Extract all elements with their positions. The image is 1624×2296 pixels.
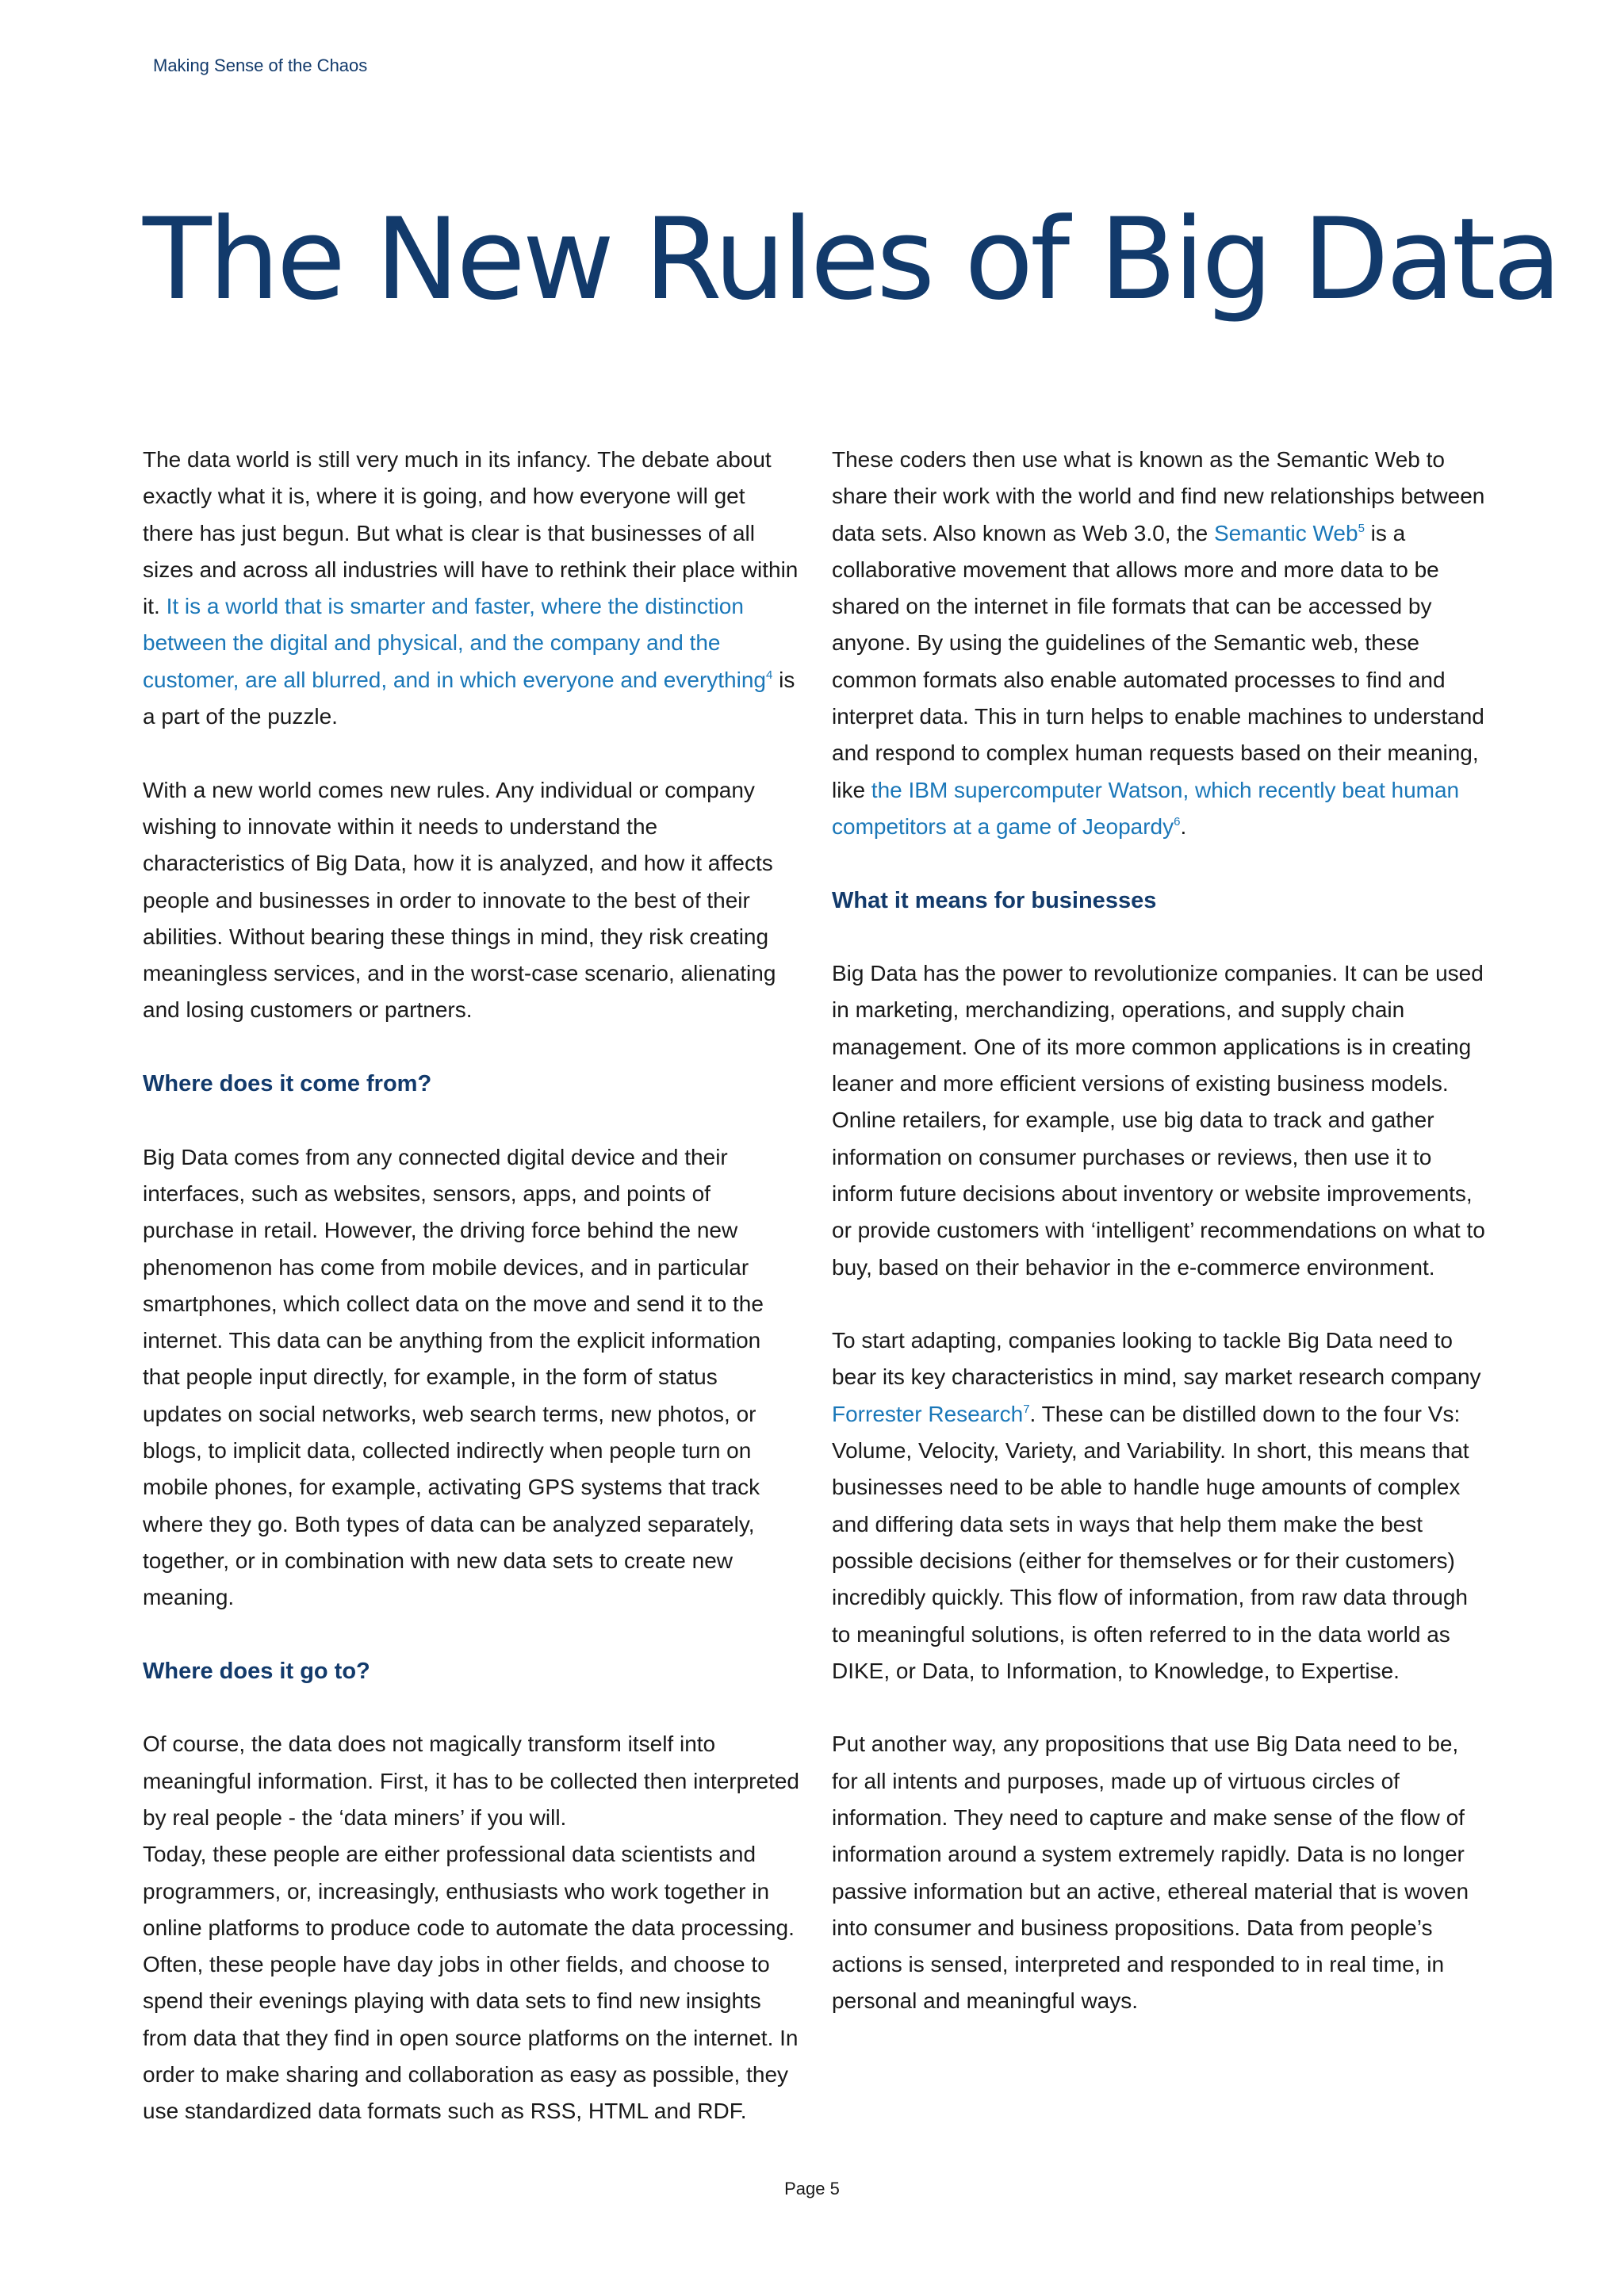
- revolutionize-paragraph: Big Data has the power to revolutionize companies. It can be used in marketing, merchandizing, operations, and supply chain management. One of its more common applications is in creating leaner and more efficient versions of existing business models. Online retailers, for example, use big data to track and gather information on consumer purchases or reviews, then use it to inform future decisions about inventory or website improvements, or provide customers with ‘intelligent’ recommendations on what to buy, based on their behavior in the e-commerce environment.: [832, 961, 1485, 1280]
- heading-where-to: Where does it go to?: [143, 1658, 370, 1684]
- footnote-ref-6[interactable]: 6: [1174, 814, 1181, 828]
- data-miners-paragraph: Of course, the data does not magically transform itself into meaningful information. First, it has to be collected then interpreted by real people - the ‘data miners’ if you will.: [143, 1732, 799, 1830]
- data-scientists-paragraph: Today, these people are either professional data scientists and programmers, or, increasingly, enthusiasts who work together in online platforms to produce code to automate the data processing. Often, these people have day jobs in other fields, and choose to spend their evenings playing with data sets to find new insights from data that they find in open source platforms on the internet. In order to make sharing and collaboration as easy as possible, they use standardized data formats such as RSS, HTML and RDF.: [143, 1842, 799, 2124]
- new-rules-paragraph: With a new world comes new rules. Any individual or company wishing to innovate within it needs to understand the characteristics of Big Data, how it is analyzed, and how it affects people and businesses in order to innovate to the best of their abilities. Without bearing these things in mind, they risk creating meaningless services, and in the worst-case scenario, alienating and losing customers or partners.: [143, 777, 776, 1023]
- footnote-link-6[interactable]: the IBM supercomputer Watson, which recently beat human competitors at a game of Jeopardy: [832, 777, 1460, 839]
- footnote-ref-4[interactable]: 4: [766, 668, 773, 682]
- heading-where-from: Where does it come from?: [143, 1071, 432, 1097]
- page-number: Page 5: [784, 2179, 840, 2198]
- virtuous-circles-paragraph: Put another way, any propositions that use Big Data need to be, for all intents and purposes, made up of virtuous circles of information. They need to capture and make sense of the flow of information around a system extremely rapidly. Data is no longer passive information but an active, ethereal material that is woven into consumer and business propositions. Data from people’s actions is sensed, interpreted and responded to in real time, in personal and meaningful ways.: [832, 1732, 1469, 2014]
- footnote-ref-5[interactable]: 5: [1358, 521, 1365, 535]
- footnote-ref-7[interactable]: 7: [1023, 1402, 1030, 1416]
- semantic-web-paragraph: These coders then use what is known as the Semantic Web to share their work with the world and find new relationships between data sets. Also known as Web 3.0, the Semantic Web$^5$ is a collaborative movement that allows more and more data to be shared on the internet in file formats that can be accessed by anyone. By using the guidelines of the Semantic web, these common formats also enable automated processes to find and interpret data. This in turn helps to enable machines to understand and respond to complex human requests based on their meaning, like the IBM supercomputer Watson, which recently beat human competitors at a game of Jeopardy$^6$.: [832, 447, 1485, 839]
- heading-business: What it means for businesses: [832, 887, 1157, 913]
- right-column: [832, 442, 1490, 2057]
- footnote-link-7[interactable]: Forrester Research: [832, 1401, 1024, 1426]
- running-header: Making Sense of the Chaos: [153, 55, 368, 75]
- left-column: [143, 442, 801, 2167]
- four-vs-paragraph: To start adapting, companies looking to tackle Big Data need to bear its key characteristics in mind, say market research company Forrester Research$^7$. These can be distilled down to the four Vs: Volume, Velocity, Variety, and Variability. In short, this means that businesses need to be able to handle huge amounts of complex and differing data sets in ways that help them make the best possible decisions (either for themselves or for their customers) incredibly quickly. This flow of information, from raw data through to meaningful solutions, is often referred to in the data world as DIKE, or Data, to Information, to Knowledge, to Expertise.: [832, 1328, 1481, 1683]
- page-title: The New Rules of Big Data: [143, 194, 1559, 325]
- footnote-link-4[interactable]: It is a world that is smarter and faster, where the distinction between the digital and physical, and the company and the customer, are all blurred, and in which everyone and everything: [143, 594, 766, 692]
- intro-paragraph: The data world is still very much in its infancy. The debate about exactly what it is, where it is going, and how everyone will get there has just begun. But what is clear is that businesses of all sizes and across all industries will have to rethink their place within it. It is a world that is smarter and faster, where the distinction between the digital and physical, and the company and the customer, are all blurred, and in which everyone and everything$^4$ is a part of the puzzle.: [143, 447, 799, 729]
- sources-paragraph: Big Data comes from any connected digital device and their interfaces, such as websites, sensors, apps, and points of purchase in retail. However, the driving force behind the new phenomenon has come from mobile devices, and in particular smartphones, which collect data on the move and send it to the internet. This data can be anything from the explicit information that people input directly, for example, in the form of status updates on social networks, web search terms, new photos, or blogs, to implicit data, collected indirectly when people turn on mobile phones, for example, activating GPS systems that track where they go. Both types of data can be analyzed separately, together, or in combination with new data sets to create new meaning.: [143, 1144, 764, 1610]
- footnote-link-5[interactable]: Semantic Web: [1214, 520, 1358, 545]
